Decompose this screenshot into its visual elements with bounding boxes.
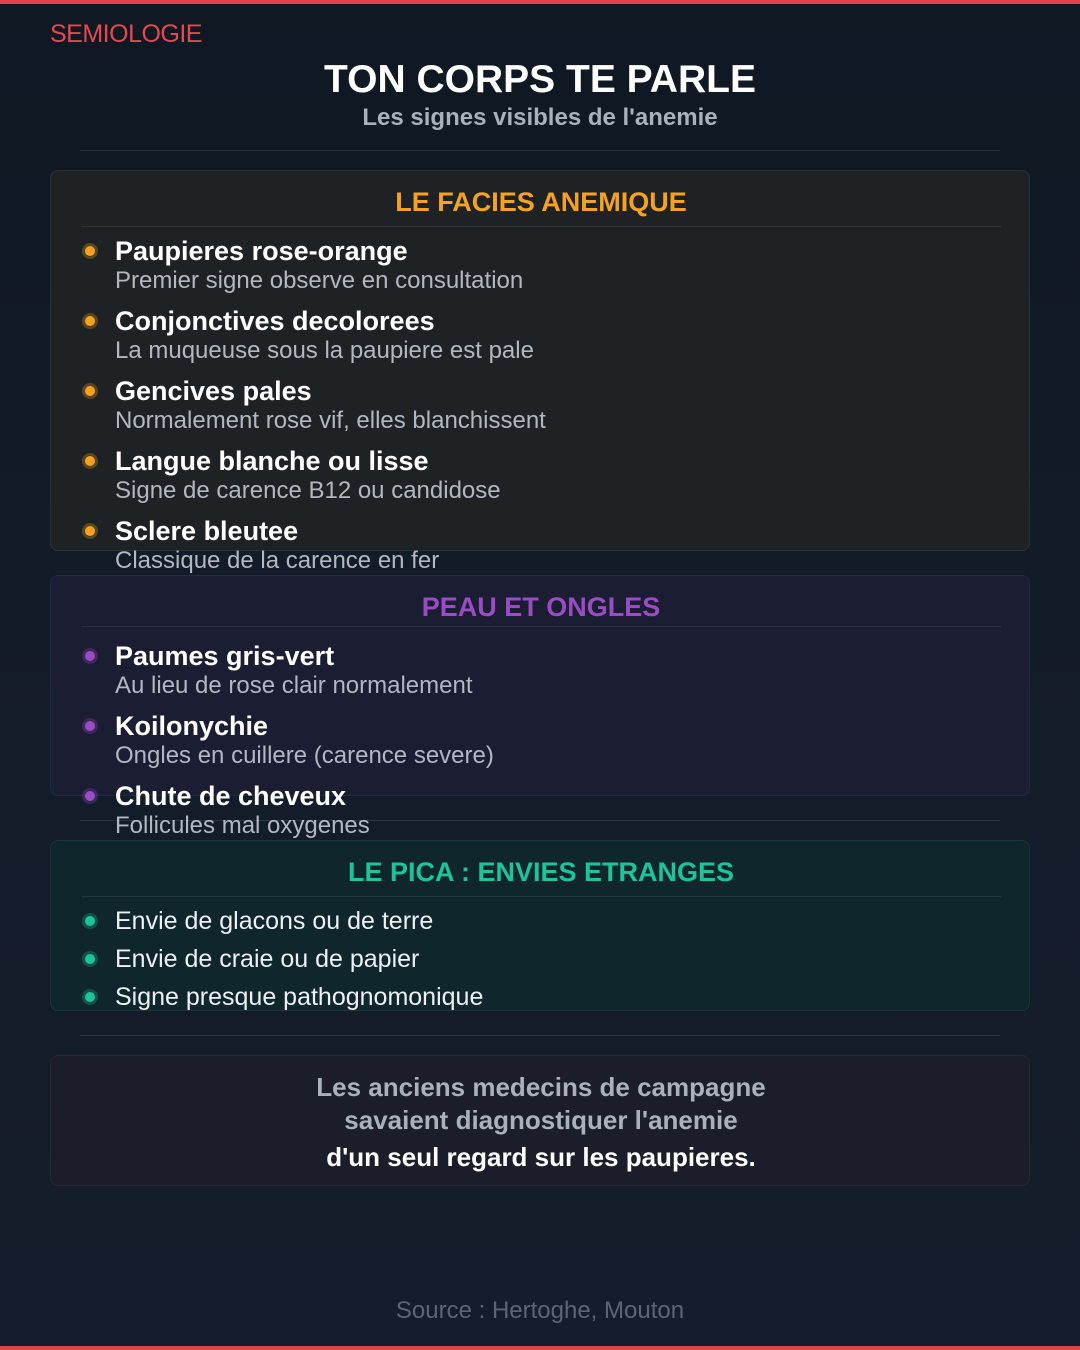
purple-bullet-icon xyxy=(85,721,95,731)
item-title: Chute de cheveux xyxy=(115,781,347,811)
item-title: Paumes gris-vert xyxy=(115,641,335,671)
section-divider xyxy=(80,820,1000,821)
purple-bullet-icon xyxy=(85,651,95,661)
item-text: Envie de glacons ou de terre xyxy=(115,907,434,935)
page-subtitle: Les signes visibles de l'anemie xyxy=(362,104,718,131)
header-divider xyxy=(80,150,1000,151)
top-accent-bar xyxy=(0,0,1080,4)
item-description: Ongles en cuillere (carence severe) xyxy=(115,742,494,769)
peau-section-title: PEAU ET ONGLES xyxy=(421,592,661,622)
teal-bullet-icon xyxy=(85,954,95,964)
item-description: Premier signe observe en consultation xyxy=(115,267,524,294)
item-description: Follicules mal oxygenes xyxy=(115,812,370,839)
quote-line-1: Les anciens medecins de campagne xyxy=(316,1072,766,1102)
quote-card xyxy=(50,1055,1030,1186)
category-tag: SEMIOLOGIE xyxy=(50,20,202,48)
item-title: Sclere bleutee xyxy=(115,516,299,546)
item-text: Signe presque pathognomonique xyxy=(115,983,484,1011)
item-text: Envie de craie ou de papier xyxy=(115,945,420,973)
item-description: Classique de la carence en fer xyxy=(115,547,440,574)
orange-bullet-icon xyxy=(85,246,95,256)
page-title: TON CORPS TE PARLE xyxy=(324,58,756,101)
facies-section-title: LE FACIES ANEMIQUE xyxy=(395,187,687,217)
item-title: Paupieres rose-orange xyxy=(115,236,408,266)
quote-line-3: d'un seul regard sur les paupieres. xyxy=(326,1142,756,1172)
item-title: Langue blanche ou lisse xyxy=(115,446,429,476)
quote-line-2: savaient diagnostiquer l'anemie xyxy=(344,1105,738,1135)
item-description: La muqueuse sous la paupiere est pale xyxy=(115,337,534,364)
item-description: Normalement rose vif, elles blanchissent xyxy=(115,407,546,434)
item-description: Au lieu de rose clair normalement xyxy=(115,672,473,699)
item-title: Conjonctives decolorees xyxy=(115,306,435,336)
item-title: Gencives pales xyxy=(115,376,312,406)
peau-title-divider xyxy=(81,626,1001,627)
facies-title-divider xyxy=(81,226,1001,227)
teal-bullet-icon xyxy=(85,992,95,1002)
pica-title-divider xyxy=(81,896,1001,897)
bottom-accent-bar xyxy=(0,1346,1080,1350)
source-credit: Source : Hertoghe, Mouton xyxy=(395,1297,685,1324)
section-divider xyxy=(80,1035,1000,1036)
orange-bullet-icon xyxy=(85,386,95,396)
pica-section-title: LE PICA : ENVIES ETRANGES xyxy=(347,857,735,887)
orange-bullet-icon xyxy=(85,456,95,466)
item-description: Signe de carence B12 ou candidose xyxy=(115,477,501,504)
orange-bullet-icon xyxy=(85,526,95,536)
item-title: Koilonychie xyxy=(115,711,269,741)
teal-bullet-icon xyxy=(85,916,95,926)
purple-bullet-icon xyxy=(85,791,95,801)
orange-bullet-icon xyxy=(85,316,95,326)
